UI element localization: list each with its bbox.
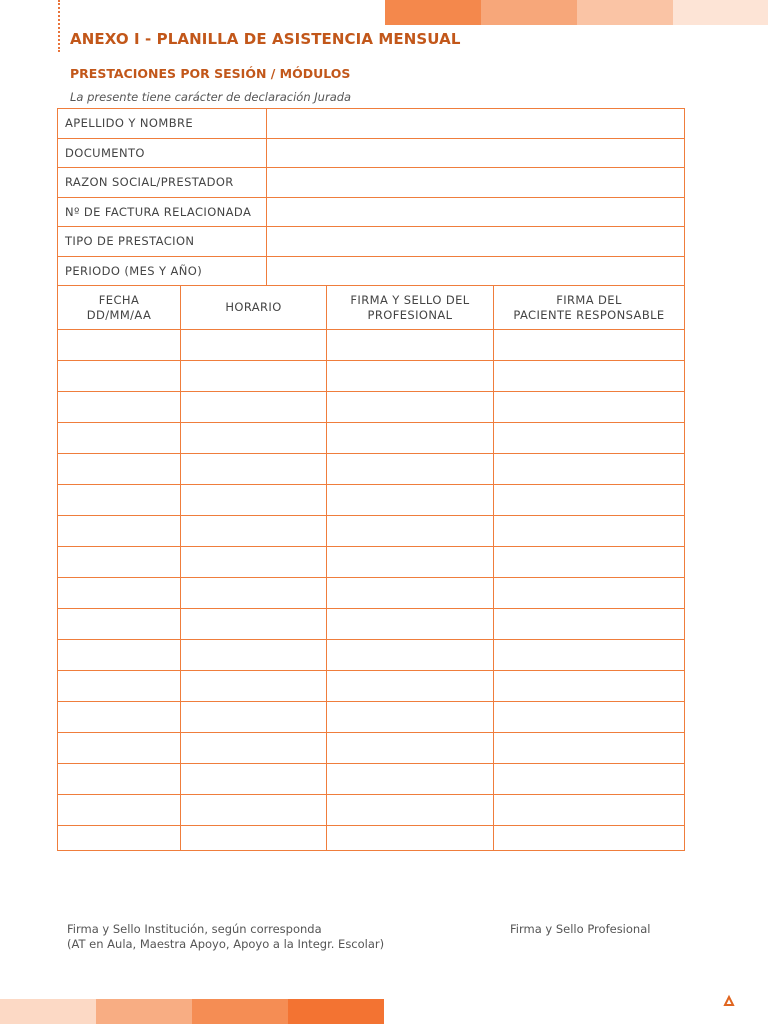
- attendance-cell[interactable]: [327, 826, 494, 851]
- info-row: [58, 109, 685, 139]
- info-row: [58, 227, 685, 257]
- attendance-cell[interactable]: [494, 733, 685, 764]
- attendance-cell[interactable]: [181, 454, 327, 485]
- info-value-field[interactable]: [267, 138, 685, 168]
- info-row: [58, 197, 685, 227]
- declaration-note: La presente tiene carácter de declaración Jurada: [70, 90, 352, 104]
- attendance-cell[interactable]: [181, 640, 327, 671]
- bottom-color-bar: [0, 999, 384, 1024]
- attendance-cell[interactable]: [58, 516, 181, 547]
- attendance-cell[interactable]: [327, 764, 494, 795]
- dotted-margin-line: [58, 0, 60, 52]
- attendance-row: [58, 423, 685, 454]
- column-header-firma-profesional: [327, 286, 494, 330]
- bottom-bar-segment: [0, 999, 96, 1024]
- attendance-cell[interactable]: [58, 671, 181, 702]
- attendance-cell[interactable]: [58, 609, 181, 640]
- attendance-cell[interactable]: [494, 392, 685, 423]
- attendance-cell[interactable]: [327, 423, 494, 454]
- info-value-field[interactable]: [267, 256, 685, 286]
- attendance-cell[interactable]: [181, 733, 327, 764]
- info-value-field[interactable]: [267, 227, 685, 257]
- bottom-bar-segment: [96, 999, 192, 1024]
- attendance-row: [58, 640, 685, 671]
- attendance-cell[interactable]: [327, 640, 494, 671]
- info-value-field[interactable]: [267, 197, 685, 227]
- attendance-row: [58, 733, 685, 764]
- attendance-cell[interactable]: [327, 671, 494, 702]
- attendance-cell[interactable]: [494, 640, 685, 671]
- attendance-cell[interactable]: [58, 454, 181, 485]
- attendance-cell[interactable]: [327, 454, 494, 485]
- attendance-row: [58, 764, 685, 795]
- column-header-fecha: [58, 286, 181, 330]
- triangle-logo-icon: [722, 994, 736, 1008]
- attendance-cell[interactable]: [327, 392, 494, 423]
- info-label: PERIODO (MES Y AÑO): [58, 256, 267, 286]
- info-label: RAZON SOCIAL/PRESTADOR: [58, 168, 267, 198]
- top-bar-segment: [481, 0, 577, 25]
- bottom-bar-segment: [192, 999, 288, 1024]
- attendance-row: [58, 454, 685, 485]
- attendance-cell[interactable]: [58, 423, 181, 454]
- top-bar-segment: [385, 0, 481, 25]
- attendance-cell[interactable]: [327, 547, 494, 578]
- top-bar-segment: [673, 0, 768, 25]
- column-header-line: DD/MM/AA: [86, 307, 152, 322]
- info-label: APELLIDO Y NOMBRE: [58, 109, 267, 139]
- attendance-cell[interactable]: [58, 547, 181, 578]
- attendance-cell[interactable]: [327, 795, 494, 826]
- bottom-bar-segment: [288, 999, 384, 1024]
- attendance-cell[interactable]: [327, 702, 494, 733]
- attendance-row: [58, 702, 685, 733]
- attendance-cell[interactable]: [58, 330, 181, 361]
- attendance-cell[interactable]: [58, 733, 181, 764]
- attendance-table: [57, 285, 685, 851]
- attendance-cell[interactable]: [181, 423, 327, 454]
- attendance-cell[interactable]: [494, 485, 685, 516]
- attendance-cell[interactable]: [494, 516, 685, 547]
- attendance-cell[interactable]: [181, 826, 327, 851]
- attendance-cell[interactable]: [181, 609, 327, 640]
- attendance-row: [58, 826, 685, 851]
- column-header-line: FIRMA Y SELLO DEL: [350, 292, 470, 307]
- attendance-cell[interactable]: [181, 361, 327, 392]
- column-header-line: HORARIO: [225, 300, 282, 314]
- attendance-cell[interactable]: [181, 578, 327, 609]
- column-header-line: PACIENTE RESPONSABLE: [513, 307, 665, 322]
- info-row: [58, 168, 685, 198]
- attendance-cell[interactable]: [494, 547, 685, 578]
- info-label: Nº DE FACTURA RELACIONADA: [58, 197, 267, 227]
- info-label: TIPO DE PRESTACION: [58, 227, 267, 257]
- page-title: ANEXO I - PLANILLA DE ASISTENCIA MENSUAL: [70, 30, 461, 48]
- attendance-cell[interactable]: [494, 423, 685, 454]
- attendance-cell[interactable]: [181, 485, 327, 516]
- attendance-row: [58, 330, 685, 361]
- info-table: [57, 108, 685, 286]
- attendance-cell[interactable]: [58, 795, 181, 826]
- attendance-row: [58, 516, 685, 547]
- attendance-cell[interactable]: [58, 485, 181, 516]
- professional-signature-label: Firma y Sello Profesional: [510, 922, 651, 936]
- attendance-row: [58, 361, 685, 392]
- attendance-row: [58, 485, 685, 516]
- attendance-cell[interactable]: [58, 640, 181, 671]
- attendance-cell[interactable]: [181, 671, 327, 702]
- attendance-cell[interactable]: [181, 764, 327, 795]
- column-header-line: PROFESIONAL: [367, 307, 453, 322]
- attendance-cell[interactable]: [494, 578, 685, 609]
- attendance-body: [58, 330, 685, 851]
- attendance-row: [58, 547, 685, 578]
- institution-signature-label: [67, 922, 384, 952]
- institution-signature-line: Firma y Sello Institución, según corresponda: [67, 922, 322, 936]
- top-bar-segment: [577, 0, 673, 25]
- attendance-cell[interactable]: [327, 485, 494, 516]
- attendance-cell[interactable]: [494, 454, 685, 485]
- attendance-row: [58, 609, 685, 640]
- attendance-cell[interactable]: [58, 361, 181, 392]
- attendance-cell[interactable]: [327, 609, 494, 640]
- column-header-horario: [181, 286, 327, 330]
- attendance-cell[interactable]: [494, 609, 685, 640]
- attendance-row: [58, 578, 685, 609]
- info-value-field[interactable]: [267, 168, 685, 198]
- attendance-cell[interactable]: [327, 733, 494, 764]
- attendance-header-row: [58, 286, 685, 330]
- attendance-cell[interactable]: [58, 578, 181, 609]
- attendance-cell[interactable]: [58, 392, 181, 423]
- column-header-line: FECHA: [98, 292, 140, 307]
- info-row: [58, 256, 685, 286]
- attendance-cell[interactable]: [494, 826, 685, 851]
- attendance-cell[interactable]: [181, 516, 327, 547]
- attendance-cell[interactable]: [58, 702, 181, 733]
- attendance-cell[interactable]: [494, 702, 685, 733]
- attendance-cell[interactable]: [181, 392, 327, 423]
- column-header-line: FIRMA DEL: [556, 292, 622, 307]
- attendance-cell[interactable]: [58, 764, 181, 795]
- info-row: [58, 138, 685, 168]
- column-header-firma-paciente: [494, 286, 685, 330]
- attendance-row: [58, 795, 685, 826]
- attendance-row: [58, 392, 685, 423]
- attendance-cell[interactable]: [494, 330, 685, 361]
- attendance-cell[interactable]: [327, 330, 494, 361]
- attendance-cell[interactable]: [327, 361, 494, 392]
- attendance-cell[interactable]: [494, 671, 685, 702]
- page-subtitle: PRESTACIONES POR SESIÓN / MÓDULOS: [70, 66, 351, 81]
- attendance-cell[interactable]: [181, 795, 327, 826]
- attendance-cell[interactable]: [494, 795, 685, 826]
- info-value-field[interactable]: [267, 109, 685, 139]
- attendance-cell[interactable]: [58, 826, 181, 851]
- attendance-cell[interactable]: [327, 516, 494, 547]
- attendance-cell[interactable]: [327, 578, 494, 609]
- info-label: DOCUMENTO: [58, 138, 267, 168]
- attendance-cell[interactable]: [494, 764, 685, 795]
- attendance-cell[interactable]: [494, 361, 685, 392]
- top-color-bar: [385, 0, 768, 25]
- institution-signature-subline: (AT en Aula, Maestra Apoyo, Apoyo a la Integr. Escolar): [67, 937, 385, 951]
- attendance-cell[interactable]: [181, 547, 327, 578]
- attendance-cell[interactable]: [181, 702, 327, 733]
- attendance-cell[interactable]: [181, 330, 327, 361]
- attendance-row: [58, 671, 685, 702]
